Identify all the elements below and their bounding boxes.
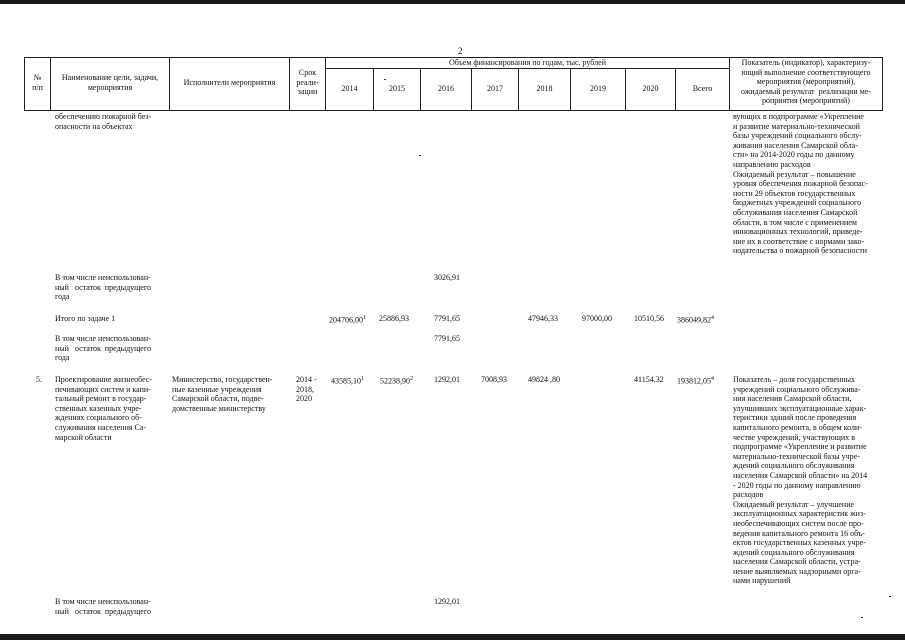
row-unused3-name: В том числе неиспользован- ный остаток предыдущего	[55, 597, 151, 616]
footnote-mark: 1	[363, 315, 366, 321]
scan-speck	[889, 596, 891, 597]
footnote-mark: 4	[711, 315, 714, 321]
footnote-mark: 4	[711, 376, 714, 382]
row-unused2-2016: 7791,65	[434, 334, 460, 343]
header-year-2015: 2015	[389, 84, 405, 93]
header-name: Наименование цели, задачи, мероприятия	[61, 73, 159, 92]
row5-name: Проектирование жизнеобес- печивающих систем и капи- тальный ремонт в государ- ственных казенных учре- ждениях социального об- служивания населения Са- марской области	[55, 375, 153, 442]
row-unused3-2016: 1292,01	[434, 597, 460, 606]
footnote-mark: 2	[410, 376, 413, 382]
row-unused1-2016: 3026,91	[434, 273, 460, 282]
header-term: Срок реали- зации	[296, 68, 319, 97]
scan-speck	[384, 79, 386, 80]
value: 386049,82	[677, 315, 711, 325]
row5-2018: 49824 ,80	[528, 375, 560, 384]
header-year-2016: 2016	[438, 84, 454, 93]
row5-2017: 7008,93	[481, 375, 507, 384]
row-total1-2016: 7791,65	[434, 314, 460, 323]
value: 43585,10	[331, 376, 361, 386]
scan-border-bottom	[0, 634, 905, 640]
value: 204706,00	[329, 315, 363, 325]
row5-indicator: Показатель – доля государственных учреждений социального обслужива- ния населения Самарской области, улучшивших эксплуатационные харак- теристики зданий после проведения капитального ремонта, в общем коли- честве учреждений, участвующих в подпрограмме «Укрепление и развитие материально-технической базы учре- ждений социального обслуживания населения Самарской области» на 2014 - 2020 годы по данному направлению расходов Ожидаемый результат – улучшение эксплуатационных характеристик жиз- необеспечивающих систем после про- ведения капитального ремонта 16 объ- ектов государственных казенных учре- ждений социального обслуживания населения Самарской области, устра- нение выявляемых надзорными орга- нами нарушений	[733, 375, 868, 586]
value: 193812,05	[677, 376, 711, 386]
header-funding-group: Объем финансирования по годам, тыс. рублей	[449, 58, 606, 67]
row5-2020: 41154,32	[634, 375, 664, 384]
row5-num: 5.	[36, 375, 42, 384]
row5-term: 2014 - 2018, 2020	[296, 375, 317, 404]
header-year-2014: 2014	[341, 84, 358, 93]
row-total1-2019: 97000,00	[582, 314, 612, 323]
row-total1-2020: 10510,56	[634, 314, 664, 323]
header-indicator: Показатель (индикатор), характеризу- ющий выполнение соответствующего мероприятия (мероприятий), ожидаемый результат реализации ме- роприятия (мероприятий)	[741, 58, 871, 106]
value: 52238,90	[380, 376, 410, 386]
row-total1-2015: 25886,93	[379, 314, 409, 323]
scan-speck	[419, 155, 421, 156]
scan-border-top	[0, 0, 905, 4]
row-total1-2018: 47946,33	[528, 314, 558, 323]
page-number: 2	[458, 46, 463, 56]
row5-total	[677, 375, 714, 386]
header-bottom-line	[24, 110, 882, 111]
row5-2016: 1292,01	[434, 375, 460, 384]
cont-indicator: вующих в подпрограмме «Укрепление и развитие материально-технической базы учреждений социального обслу- живания населения Самарской обла- сти» на 2014-2020 годы по данному направлению расходов Ожидаемый результат – повышение уровня обеспечения пожарной безопас- ности 29 объектов государственных бюджетных учреждений социального обслуживания населения Самарской области, в том числе с применением инновационных технологий, приведе- ние их в соответствие с нормами зако- нодательства о пожарной безопасности	[733, 112, 868, 256]
row-total1-name: Итого по задаче 1	[55, 314, 116, 323]
header-funding-line	[325, 68, 729, 69]
row5-2014	[331, 375, 364, 386]
header-year-2017: 2017	[487, 84, 503, 93]
header-year-2018: 2018	[536, 84, 553, 93]
header-total: Всего	[692, 84, 713, 93]
cont-name: обеспечению пожарной без- опасности на объектах	[55, 112, 152, 131]
row5-executor: Министерство, государствен- ные казенные учреждения Самарской области, подве- домственные министерству	[172, 375, 273, 413]
row-unused1-name: В том числе неиспользован- ный остаток предыдущего года	[55, 273, 151, 302]
vline	[882, 57, 883, 111]
header-executor: Исполнители мероприятия	[183, 78, 276, 87]
header-year-2019: 2019	[590, 84, 606, 93]
header-num: № п/п	[32, 73, 43, 92]
header-year-2020: 2020	[642, 84, 659, 93]
scan-speck	[861, 617, 863, 618]
row-total1-2014	[329, 314, 366, 325]
footnote-mark: 1	[361, 376, 364, 382]
row-total1-total	[677, 314, 714, 325]
row-unused2-name: В том числе неиспользован- ный остаток предыдущего года	[55, 334, 151, 363]
row5-2015	[380, 375, 413, 386]
